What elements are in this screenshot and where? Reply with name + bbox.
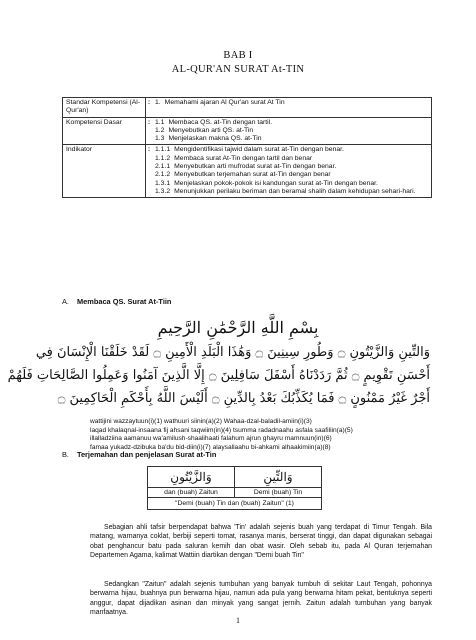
item-number: 1.3 [155,135,165,143]
item-text: Menyebutkan arti mufrodat surat at-Tin dengan benar. [174,163,337,171]
page-number: 1 [236,616,240,625]
item-text: Menyebutkan arti QS. at-Tin [168,126,254,134]
item-number: 1.2 [155,126,165,134]
transliteration-line: laqad khalaqnal-insaana fij ahsani taqwiim(in)(4) tsumma radadnaahu asfala saafiliin(a)(5) [90,426,353,434]
transliteration-line: wattijini wazzaytuun(i)(1) wathuuri siinin(a)(2) Wahaa-dzal-baladil-amiin(i)(3) [90,418,312,425]
section-number: A. [62,297,69,306]
list-item [155,180,428,188]
item-text: Menunjukkan perilaku beriman dan beramal shalih dalam kehidupan sehari-hari. [174,187,416,195]
row-colon: : [146,117,153,145]
transliteration-line: illalladziina aamanuu wa'amilush-shaalihaati falahum ajrun ghayru mamnuun(in)(6) [90,435,332,443]
table-row [63,117,432,145]
arabic-verse-line: وَالتِّينِ وَالزَّيْتُونِ ۝ وَطُورِ سِينِينَ ۝ وَهَٰذَا الْبَلَدِ الْأَمِينِ ۝ لَقَدْ خَلَقْنَا الْإِنْسَانَ فِي [35,345,430,360]
section-b-heading [62,450,216,459]
item-text: Membaca QS. at-Tin dengan tartil. [168,118,273,126]
list-item [155,99,428,107]
competency-table [62,97,432,198]
item-number: 2.1.2 [155,171,171,179]
row-colon: : [146,98,153,118]
transliteration [90,418,430,452]
item-number: 1.1.1 [155,146,171,154]
paragraph-zaitun: Sedangkan "Zaitun" adalah sejenis tumbuhan yang banyak tumbuh di sekitar Laut Tengah, pohonnya berwarna hijau, buahnya pun berwarna hijau, namun ada pula yang berwarna hitam pekat, bentuknya seperti anggur, dapat dijadikan asinan dan minyak yang sangat jernih. Zaitun adalah tumbuhan yang banyak manfaatnya. [90,581,432,617]
item-number: 1.1.2 [155,154,171,162]
table-row [63,98,432,118]
row-colon: : [146,145,153,198]
table-row [63,145,432,198]
item-number: 1.3.2 [155,187,171,195]
section-a-heading [62,297,171,306]
item-text: Mengidentifikasi tajwid dalam surat at-Tin dengan benar. [174,146,344,154]
item-text: Menjelaskan pokok-pokok isi kandungan surat at-Tin dengan benar. [174,179,378,187]
section-title: Terjemahan dan penjelasan Surat at-Tin [76,450,217,459]
list-item [155,135,428,143]
list-item [155,188,428,196]
list-item [155,146,428,154]
row-label: Kompetensi Dasar [63,117,146,145]
meaning-zaitun: dan (buah) Zaitun [148,488,235,498]
item-text: Membaca surat At-Tin dengan tartil dan benar [174,154,313,162]
list-item [155,163,428,171]
row-label: Standar Kompetensi (Al-Qur'an) [63,98,146,118]
list-item [155,119,428,127]
table-row [148,467,322,488]
meaning-tin: Demi (buah) Tin [235,488,322,498]
arabic-word-tin: وَالتِّينِ [235,467,322,488]
row-value [152,98,432,118]
row-value [152,145,432,198]
transliteration-line: famaa yukadz-dzibuka ba'du bid-diin(i)(7) alaysallaahu bi-ahkami alhaakimiin(a)(8) [90,443,331,451]
list-item [155,171,428,179]
chapter-number: BAB I [223,50,253,61]
section-title: Membaca QS. Surat At-Tiin [76,297,172,306]
chapter-title: AL-QUR'AN SURAT At-TIN [171,64,305,75]
table-row [148,498,322,510]
list-item [155,127,428,135]
section-number: B. [62,450,69,459]
verse-translation: "Demi (buah) Tin dan (buah) Zaitun" (1) [148,498,322,510]
item-text: Menjelaskan makna QS. at-Tin [168,135,262,143]
list-item [155,155,428,163]
item-text: Memahami ajaran Al Qur'an surat At Tin [164,99,285,106]
table-row [148,488,322,498]
arabic-word-zaitun: وَالزَّيْتُونِ [148,467,235,488]
row-label: Indikator [63,145,146,198]
item-number: 1.1 [155,118,165,126]
translation-table [147,466,322,510]
row-value [152,117,432,145]
item-text: Menyebutkan terjemahan surat at-Tin dengan benar [174,171,331,179]
item-number: 1. [155,99,161,106]
item-number: 2.1.1 [155,163,171,171]
item-number: 1.3.1 [155,179,171,187]
arabic-verse-line: أَحْسَنِ تَقْوِيمٍ ۝ ثُمَّ رَدَدْنَاهُ أَسْفَلَ سَافِلِينَ ۝ إِلَّا الَّذِينَ آمَنُوا وَعَمِلُوا الصَّالِحَاتِ فَلَهُمْ [7,368,430,383]
arabic-verse-line: أَجْرٌ غَيْرُ مَمْنُونٍ ۝ فَمَا يُكَذِّبُكَ بَعْدُ بِالدِّينِ ۝ أَلَيْسَ اللَّهُ بِأَحْكَمِ الْحَاكِمِينَ ۝ [57,391,430,406]
basmalah: بِسْمِ اللَّهِ الرَّحْمَٰنِ الرَّحِيمِ [157,318,319,337]
paragraph-tin: Sebagian ahli tafsir berpendapat bahwa 'Tin' adalah sejenis buah yang terdapat di Timur Tengah. Bila matang, warnanya coklat, berbiji seperti tomat, rasanya manis, berserat tinggi, dan dapat digunakan sebagai obat penghancur batu pada saluran kemih dan obat wasir. Oleh sebab itu, pada Al Quran terjemahan Departemen Agama, kalimat Wattiin diartikan dengan "Demi buah Tin" [90,524,432,560]
